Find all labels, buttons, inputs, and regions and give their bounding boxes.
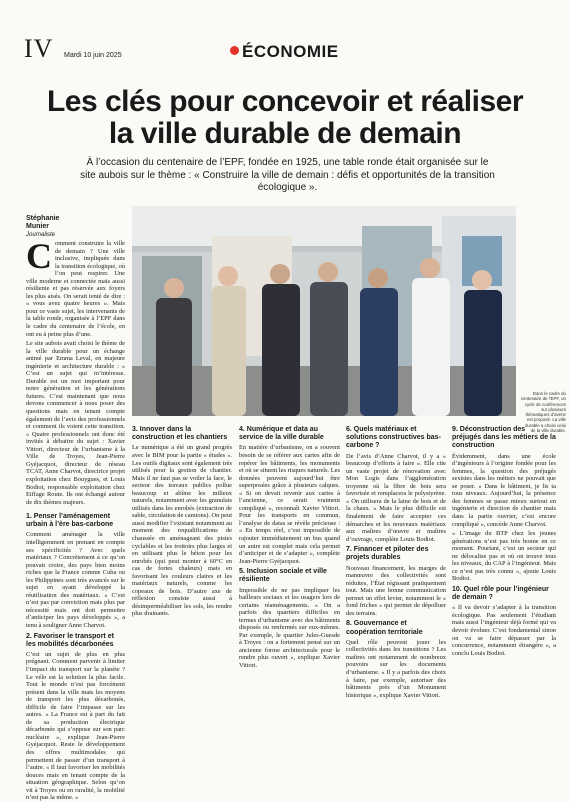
subhead-8: 8. Gouvernance et coopération territoriale [346, 620, 423, 636]
publication-date: Mardi 10 juin 2025 [64, 52, 122, 59]
paragraph-9: Évidemment, dans une école d’ingénieurs à l’origine fondée pour les femmes, la question des préjugés sexistes dans les métiers ne pouvait que se poser. « Dans le bâtiment, je lis ta tous niveaux. Aujourd’hui, la présence des femmes se passe mieux surtout en ingénierie et direction de chantier mais dans la partie ouvrier, c’est encore compliqué », concède Anne Charvot. [452, 452, 556, 528]
subhead-10: 10. Quel rôle pour l’ingénieur de demain ? [452, 585, 549, 602]
paragraph-7: Nouveau financement, les marges de manœuvre des collectivités sont réduites, l’État régissant pratiquement tout. Mais une bonne communication permet un effet levier, notamment le « fond friches » qui permet de dépolluer des terrains. [346, 564, 446, 617]
section-name: ÉCONOMIE [242, 42, 339, 61]
author-role: Journaliste [26, 232, 56, 238]
paragraph-3: Le numérique a été un grand progrès avec le BIM pour la partie « études ». Les outils digitaux sont également très utilisés pour la gestion de chantier. Mais il ne faut pas se voiler la face, le secteur des travaux publics pollue beaucoup et abîme les milieux naturels, notamment avec les granulats utilisés dans les enrobés (extraction de sable, circulation de camions). On peut aussi modifier l’existant notamment au moment des requalifications de chaussée en aménageant des pistes cyclables et les trottoirs plus larges et en utilisant plus le béton pour les enrobés (qui peut monter à 60°C en cas de fortes chaleurs) mais en favorisant les couleurs claires et les matériaux naturels, comme les copeaux de bois. D’autre axe de réflexion consiste aussi à désimperméabiliser les sols, les rendre plus drainants. [132, 444, 232, 618]
paragraph-9b: « L’image du BTP chez les jeunes générations n’est pas très bonne en ce moment. Pourtant, c’est un secteur qui ne délocalise pas et où on trouve tous les niveaux, du CAP à l’ingénieur. Mais ce n’est pas très connu », ajoute Louis Bodiot. [452, 530, 556, 583]
section-label [230, 42, 339, 62]
article-lead-column [26, 236, 125, 508]
photo-illustration [132, 206, 516, 416]
article-photo [132, 206, 516, 416]
paragraph-4: En matière d’urbanisme, on a souvent besoin de se référer aux cartes afin de repérer les bâtiments, les monuments et où se situent les risques naturels. Les données peuvent aujourd’hui être superposées grâce à plusieurs calques. « Si on devait revenir aux cartes à l’ancienne, ce serait vraiment compliqué », reconnaît Xavier Vittori. Pour les transports en commun, l’analyse de datas se révèle précieuse : « En temps réel, c’est impossible de rajouter immédiatement un bus quand un autre est complet mais cela permet d’anticiper et de s’adapter », complète Jean-Pierre Gyéjacquot. [239, 444, 340, 565]
paragraph-10: « Il va devoir s’adapter à la transition écologique. Pas seulement l’étudiant mais aussi l’ingénieur déjà formé qui va devoir évoluer. C’est fondamental sinon on va se faire dépasser par la concurrence, notamment étrangère », a conclu Louis Bodiot. [452, 604, 556, 657]
drop-cap: C [26, 236, 52, 276]
article-column-5 [452, 423, 556, 706]
subhead-6: 6. Quels matériaux et solutions constructives bas-carbone ? [346, 426, 441, 450]
standfirst: À l’occasion du centenaire de l’EPF, fondée en 1925, une table ronde était organisée sur le site aubois sur le thème : « Construire la ville de demain : défis et opportunités de la transition écologique ». [80, 157, 495, 193]
headline-line-2: la ville durable de demain [108, 117, 462, 150]
subhead-7: 7. Financer et piloter des projets durables [346, 546, 429, 562]
article-column-4 [346, 423, 446, 706]
paragraph-8: Quel rôle peuvent jouer les collectivités dans les transitions ? Les maîtres ont notamment de nombreux pouvoirs sur les documents d’urbanisme. « Il y a parfois des choix à faire, par exemple, autoriser des bâtiments près d’un Monument historique », explique Xavier Vittori. [346, 638, 446, 699]
paragraph-6: De l’avis d’Anne Charvot, il y a « beaucoup d’efforts à faire ». Elle cite un vaste projet de rénovation avec Mon Logis dans l’agglomération troyenne où la fibre de bois sera favorisée et remplacera le polystyrène. « On utilisera de la laine de bois et de la chaux. » Mais le plus difficile est finalement de faire accepter ces démarches et les nouveaux matériaux aux maîtres d’œuvre et maîtres d’ouvrage, complète Louis Bodiot. [346, 452, 446, 543]
section-dot-icon [230, 46, 239, 55]
page-number: IV [24, 34, 54, 63]
headline-line-1: Les clés pour concevoir et réaliser [46, 85, 524, 118]
subhead-1: 1. Penser l’aménagement urbain à l’ère bas-carbone [26, 513, 114, 529]
article-column-1 [26, 510, 125, 802]
paragraph-2: C’est un sujet de plus en plus prégnant. Comment parvenir à limiter l’impact du transport sur la planète ? Le vélo est la solution la plus facile. Tout le monde n’est pas forcément présent dans la ville mais les moyens de transport les plus décarbonés, difficile de faire l’impasse sur les autres. « La France est à part du fait de sa production électrique décarbonée qui s’oppose sur son parc nucléaire », explique Jean-Pierre Gyéjacquot. Reste le développement des offres multimodales qui permettent de passer d’un transport à l’autre. « Il faut favoriser les mobilités douces mais en tenant compte de la situation géographique. Selon qu’on vit à Troyes ou en ruralité, la mobilité n’est pas la même. » [26, 650, 125, 802]
paragraph-5: Impossible de ne pas impliquer les bailleurs sociaux et les usagers lors de certains réaménagements. « On a parfois des quartiers difficiles en termes d’urbanisme avec des bâtiments disposés ou renfermés sur eux-mêmes. Par exemple, le quartier Jules-Guesde à Troyes : on a fortement pensé sur un ancienne forme architecturale pour le rendre plus ouvert », explique Xavier Vittori. [239, 586, 340, 670]
lead-paragraph-2: Le site aubois avait choisi le thème de la ville durable pour un échange animé par Emma Leval, en majeure ingénierie et architecture durable : « C’est un sujet qui m’intéresse. Durable est un mot important pour notre génération et les générations futures. C’est maintenant que nous devons commencer à nous poser des questions mais en tenant compte également de l’avis des professionnels et comment ils voient cette transition. » Quatre professionnels ont donc été invités à débattre du sujet : Xavier Vittori, directeur de l’urbanisme à la Ville de Troyes, Jean-Pierre Gyéjacquot, directeur de réseau TCAT, Anne Charvot, directrice projet exploitation chez Bouygues, et Louis Bodiot, responsable exploitation chez Eiffage Route. Ils ont échangé autour de dix thèmes majeurs. [26, 340, 125, 506]
photo-caption: Dans le cadre du centenaire de l’EPF, un cycle de conférences sur plusieurs thématiques d’avenir est proposé. La ville durable a choisi celui de la ville durable. [520, 391, 566, 434]
subhead-3: 3. Innover dans la construction et les chantiers [132, 426, 228, 442]
article-column-3 [239, 423, 340, 706]
lead-paragraph: omment construire la ville de demain ? Une ville inclusive, impliquée dans la transition écologique, où l’on peut respirer. Une ville moderne et connectée mais aussi résiliente et pas réservée aux foyers les plus aisés. On serait tenté de dire : « vous avez quatre heures ». Mais pour ce vaste sujet, les intervenants de la table ronde, organisée à l’EPF dans le cadre du centenaire de l’école, en ont eu à peine plus d’une. [26, 240, 125, 338]
masthead [0, 0, 570, 80]
subhead-2: 2. Favoriser le transport et les mobilités décarbonées [26, 632, 114, 648]
author-name-line-2: Munier [26, 223, 49, 230]
subhead-5: 5. Inclusion sociale et ville résiliente [239, 568, 327, 584]
subhead-9: 9. Déconstruction des préjugés dans les métiers de la construction [452, 426, 556, 450]
author-name-line-1: Stéphanie [26, 215, 60, 222]
article-column-2 [132, 423, 232, 706]
headline [0, 86, 570, 150]
paragraph-1: Comment aménager la ville intelligemment en prenant en compte ses spécificités ? Avec quels matériaux ? Concrètement à ce qu’on pouvait croire, des pays bien moins riches que la France comme Cuba ou les Philippines sont très avancés sur le sujet en ayant développé la réutilisation des matériaux. « C’est n’est pas par conviction mais plus par nécessité mais ont doit permettre d’anticiper les pays développés », a tenu à souligner Anne Charvot. [26, 531, 125, 629]
subhead-4: 4. Numérique et data au service de la ville durable [239, 426, 324, 442]
